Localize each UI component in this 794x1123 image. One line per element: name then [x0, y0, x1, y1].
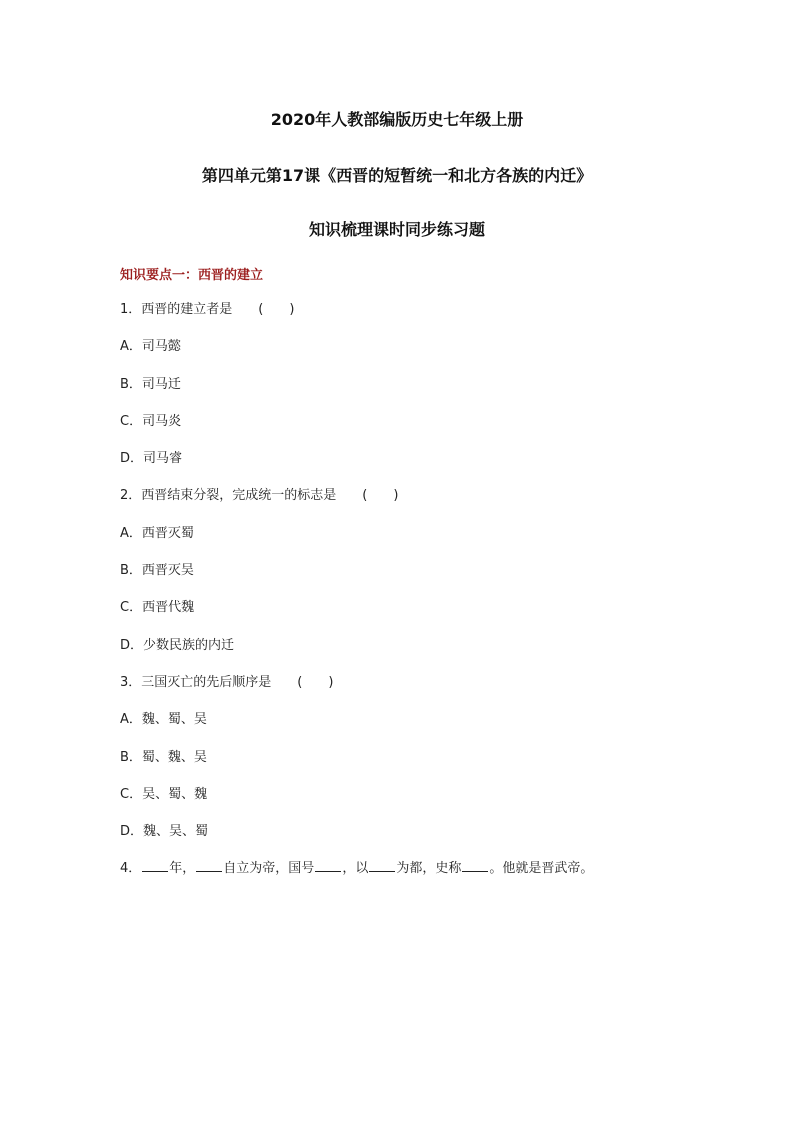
- question-stem: 1．西晋的建立者是 ( ): [120, 302, 295, 317]
- subtitle: 知识梳理课时同步练习题: [308, 220, 485, 239]
- question-stem: 2．西晋结束分裂，完成统一的标志是 ( ): [120, 488, 399, 504]
- option: B．司马迁: [120, 376, 181, 392]
- option: C．吴、蜀、魏: [120, 786, 208, 802]
- answer-paren: ( ): [362, 488, 399, 504]
- option: A．西晋灭蜀: [120, 525, 194, 541]
- answer-paren: ( ): [258, 302, 295, 317]
- blank-line: [315, 859, 341, 872]
- blank-line: [369, 859, 395, 872]
- blank-line: [196, 859, 222, 872]
- lesson-title: 第四单元第17课《西晋的短暂统一和北方各族的内迁》: [201, 166, 593, 185]
- question-list: [120, 300, 720, 897]
- page-title: 2020年人教部编版历史七年级上册: [270, 110, 524, 129]
- option: D．司马睿: [120, 451, 183, 467]
- question-stem: 3．三国灭亡的先后顺序是 ( ): [120, 674, 334, 690]
- answer-paren: ( ): [297, 674, 334, 690]
- blank-line: [142, 859, 168, 872]
- fill-in-question: 4． 年， 自立为帝，国号 ，以 为都，史称 。他就是晋武帝。: [120, 861, 594, 877]
- option: D．少数民族的内迁: [120, 637, 235, 653]
- option: D．魏、吴、蜀: [120, 824, 209, 840]
- option: A．司马懿: [120, 339, 181, 355]
- option: B．蜀、魏、吴: [120, 749, 207, 765]
- option: A．魏、蜀、吴: [120, 712, 207, 728]
- blank-line: [462, 859, 488, 872]
- section-heading: 知识要点一：西晋的建立: [120, 268, 264, 283]
- option: C．西晋代魏: [120, 600, 195, 616]
- option: B．西晋灭吴: [120, 563, 194, 579]
- option: C．司马炎: [120, 413, 182, 429]
